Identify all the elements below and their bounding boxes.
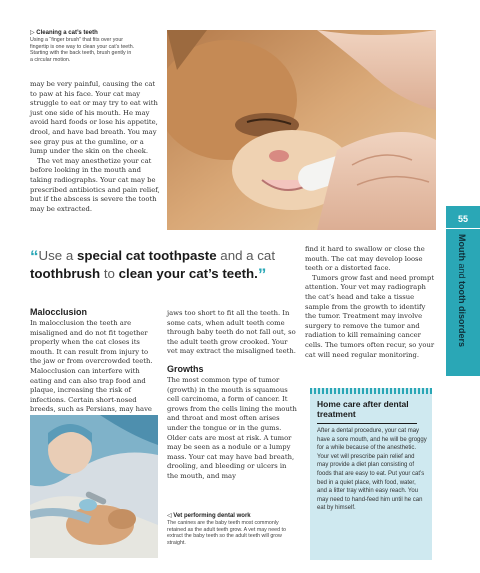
body-paragraph: The most common type of tumor (growth) in the mouth is squamous cell carcinoma, a form of cancer. It grows from the cells lining the mouth and throat and most often arises under the tongue or in the gums. Older cats are most at risk. A tumor may be seen as a nodule or a lumpy mass. Your cat may have bad breath, drooling, and bleeding or ulcers in the mouth, and may <box>167 375 297 480</box>
page-number: 55 <box>457 214 468 224</box>
caption-line: a circular motion. <box>30 56 71 63</box>
section-heading: Growths <box>167 363 204 374</box>
chapter-title: Mouth and tooth disorders <box>457 234 467 348</box>
section-heading: Malocclusion <box>30 307 88 317</box>
caption-title: ◁ Vet performing dental work <box>167 513 251 519</box>
body-paragraph: find it hard to swallow or close the mouth. The cat may develop loose teeth or a distorted face. <box>305 245 425 273</box>
body-paragraph: The vet may anesthetize your cat before looking in the mouth and taking radiographs. Your cat may be prescribed antibiotics and pain relief, but if the abscess is severe the tooth may be extracted. <box>30 156 160 213</box>
sidebar-title: Home care after dental treatment <box>317 399 409 419</box>
malocclusion-section <box>30 307 160 415</box>
quote-mark-icon: ” <box>257 265 267 284</box>
caption-line: fingertip is one way to clean your cat’s teeth. <box>30 43 135 50</box>
body-paragraph: In malocclusion the teeth are misaligned and do not fit together properly when the cat closes its mouth. It can result from injury to the jaw or from overcrowded teeth. Malocclusion can interfere with eating and can also trap food and plaque, increasing the risk of infections. Certain short-nosed breeds, such as Persians, may have <box>30 319 153 414</box>
vet-photo-illustration <box>30 415 158 558</box>
sidebar-content <box>317 399 427 513</box>
vet-dental-work-photo <box>30 415 158 558</box>
caption-line: Starting with the back teeth, brush gently in <box>30 50 132 57</box>
cat-teeth-cleaning-photo <box>167 30 436 230</box>
sidebar-divider <box>317 423 417 424</box>
intro-column <box>30 80 160 214</box>
caption-title: ▷ Cleaning a cat’s teeth <box>30 30 98 36</box>
caption-text: The canines are the baby teeth most commonly retained as the adult teeth grow. A vet may need to extract the baby teeth so the adult teeth will grow straight. <box>167 520 286 546</box>
tab-divider <box>446 228 480 229</box>
photo-caption-top <box>30 30 165 63</box>
pull-quote: “Use a special cat toothpaste and a cat toothbrush to clean your cat’s teeth.” <box>30 247 276 284</box>
body-paragraph: Tumors grow fast and need prompt attention. Your vet may radiograph the cat’s head and take a tissue sample from the growth to identify the tumor. Treatment may involve surgery to remove the tumor and radiation to kill remaining cancer cells. The tumors often recur, so your cat will need regular monitoring. <box>305 273 435 359</box>
arrow-right-icon: ▷ <box>30 30 37 36</box>
middle-column <box>167 309 298 482</box>
arrow-left-icon: ◁ <box>167 513 174 519</box>
body-paragraph: jaws too short to fit all the teeth. In some cats, when adult teeth come through baby teeth do not fall out, so the adult teeth grow crooked. Your vet may extract the misaligned teeth. <box>167 309 296 356</box>
cat-photo-illustration <box>167 30 436 230</box>
caption-line: Using a “finger brush” that fits over your <box>30 37 124 43</box>
quote-mark-icon: “ <box>30 247 39 266</box>
photo-caption-bottom <box>167 513 299 546</box>
body-paragraph: may be very painful, causing the cat to paw at his face. Your cat may struggle to eat or may try to eat with just one side of his mouth. He may avoid hard foods or lose his appetite, drool, and have bad breath. You may see gray pus at the gumline, or a lump under the skin on the cheek. <box>30 80 158 156</box>
right-column <box>305 245 437 360</box>
sidebar-stripe-decoration <box>310 388 432 394</box>
sidebar-text: After a dental procedure, your cat may have a sore mouth, and he will be groggy for a while because of the anesthetic. Your vet will prescribe pain relief and may provide a diet plan consisting of foods that are easy to eat. Put your cat’s bed in a quiet place, with food, water, and a litter tray within easy reach. You may need to hand-feed him until he can eat by himself. <box>317 428 427 512</box>
